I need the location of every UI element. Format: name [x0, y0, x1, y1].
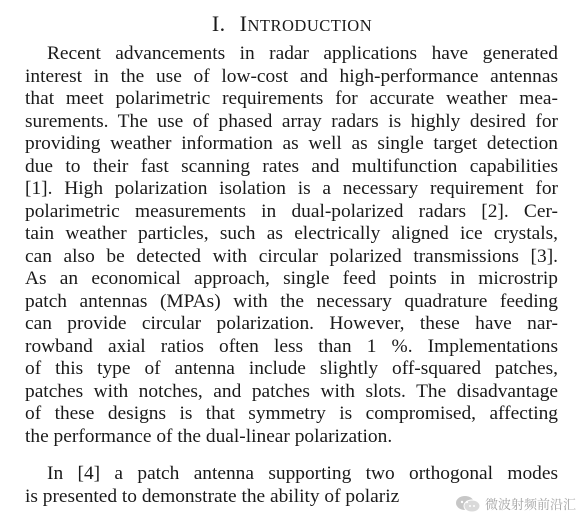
section-heading	[0, 10, 584, 40]
section-number: I.	[211, 11, 226, 36]
section-title-rest: NTRODUCTION	[247, 16, 373, 35]
text-line: providing weather information as well as single target detection	[25, 133, 558, 154]
text-line: of this type of antenna include slightly off-squared patches,	[25, 358, 558, 379]
paragraph-1	[25, 43, 558, 448]
section-title-initial: I	[239, 11, 248, 36]
text-line: that meet polarimetric requirements for accurate weather mea-	[25, 88, 558, 109]
wechat-logo-icon	[455, 495, 481, 513]
text-line: [1]. High polarization isolation is a necessary requirement for	[25, 178, 558, 199]
text-line: Recent advancements in radar applications have generated	[47, 43, 558, 64]
text-line: of these designs is that symmetry is compromised, affecting	[25, 403, 558, 424]
watermark	[455, 494, 576, 513]
watermark-text: 微波射频前沿汇	[485, 494, 576, 513]
text-line: is presented to demonstrate the ability of polariz	[25, 485, 400, 507]
text-line: polarimetric measurements in dual-polarized radars [2]. Cer-	[25, 200, 558, 222]
text-line: due to their fast scanning rates and multifunction capabilities	[25, 155, 558, 177]
text-line: surements. The use of phased array radars is highly desired for	[25, 110, 558, 132]
text-line: As an economical approach, single feed points in microstrip	[25, 268, 558, 289]
text-line: patch antennas (MPAs) with the necessary quadrature feeding	[25, 290, 558, 312]
text-line: interest in the use of low-cost and high-performance antennas	[25, 65, 558, 87]
text-line: can provide circular polarization. However, these have nar-	[25, 313, 558, 334]
text-line: rowband axial ratios often less than 1 %. Implementations	[25, 335, 558, 357]
text-line: patches with notches, and patches with slots. The disadvantage	[25, 380, 558, 402]
text-line: the performance of the dual-linear polarization.	[25, 425, 393, 447]
text-line: can also be detected with circular polarized transmissions [3].	[25, 245, 558, 267]
text-line: tain weather particles, such as electrically aligned ice crystals,	[25, 223, 558, 244]
text-line: In [4] a patch antenna supporting two orthogonal modes	[47, 463, 558, 484]
